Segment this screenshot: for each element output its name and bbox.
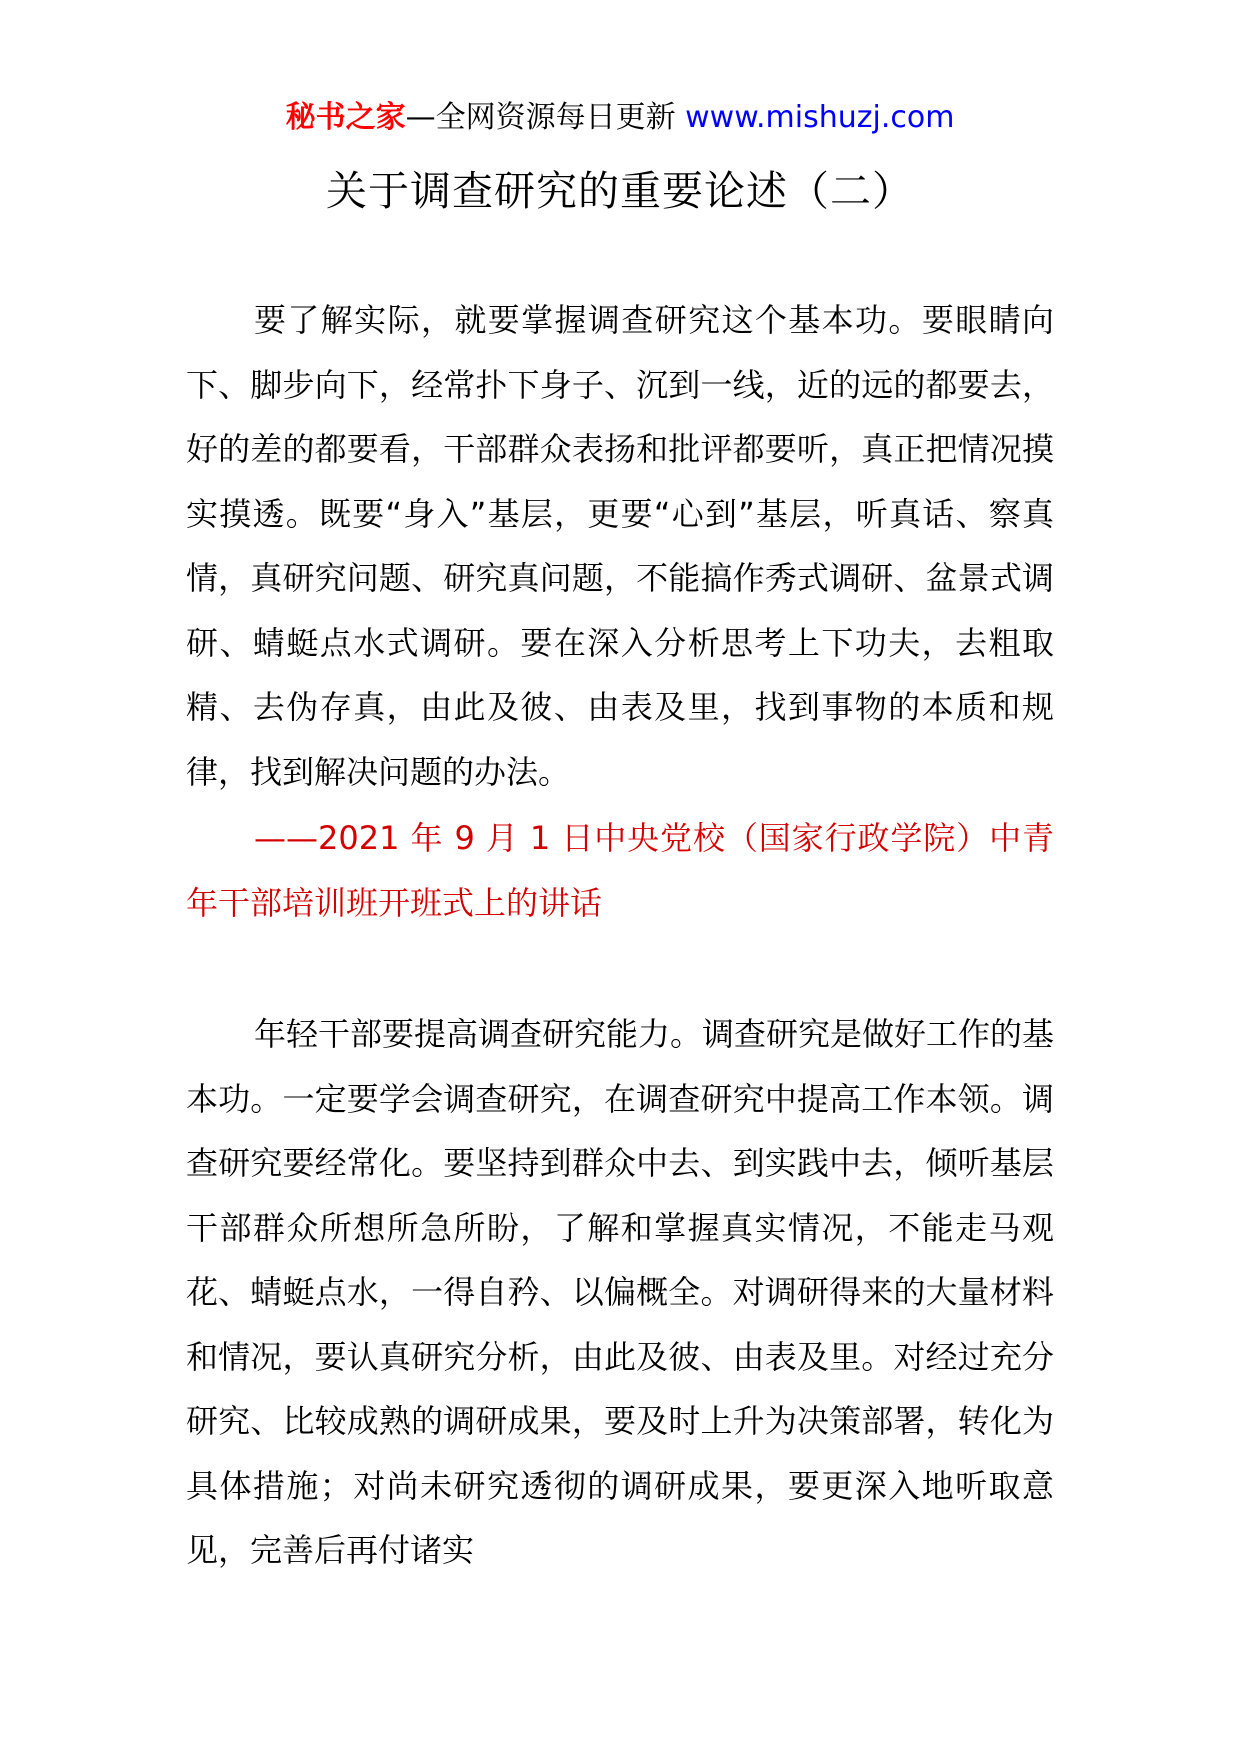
source-citation-1: ——2021 年 9 月 1 日中央党校（国家行政学院）中青年干部培训班开班式上的讲话 [186,819,1054,922]
paragraph-1: 要了解实际，就要掌握调查研究这个基本功。要眼睛向下、脚步向下，经常扑下身子、沉到一线，近的远的都要去，好的差的都要看，干部群众表扬和批评都要听，真正把情况摸实摸透。既要“身入”基层，更要“心到”基层，听真话、察真情，真研究问题、研究真问题，不能搞作秀式调研、盆景式调研、蜻蜓点水式调研。要在深入分析思考上下功夫，去粗取精、去伪存真，由此及彼、由表及里，找到事物的本质和规律，找到解决问题的办法。 [186,301,1054,791]
paragraph-2: 年轻干部要提高调查研究能力。调查研究是做好工作的基本功。一定要学会调查研究，在调查研究中提高工作本领。调查研究要经常化。要坚持到群众中去、到实践中去，倾听基层干部群众所想所急所盼，了解和掌握真实情况，不能走马观花、蜻蜓点水，一得自矜、以偏概全。对调研得来的大量材料和情况，要认真研究分析，由此及彼、由表及里。对经过充分研究、比较成熟的调研成果，要及时上升为决策部署，转化为具体措施；对尚未研究透彻的调研成果，要更深入地听取意见，完善后再付诸实 [186,1015,1055,1569]
site-header [0,96,1240,140]
document-title: 关于调查研究的重要论述（二） [326,167,914,215]
site-url-link[interactable]: www.mishuzj.com [685,100,955,135]
site-slogan: —全网资源每日更新 [405,100,676,135]
site-brand: 秘书之家 [285,100,406,135]
